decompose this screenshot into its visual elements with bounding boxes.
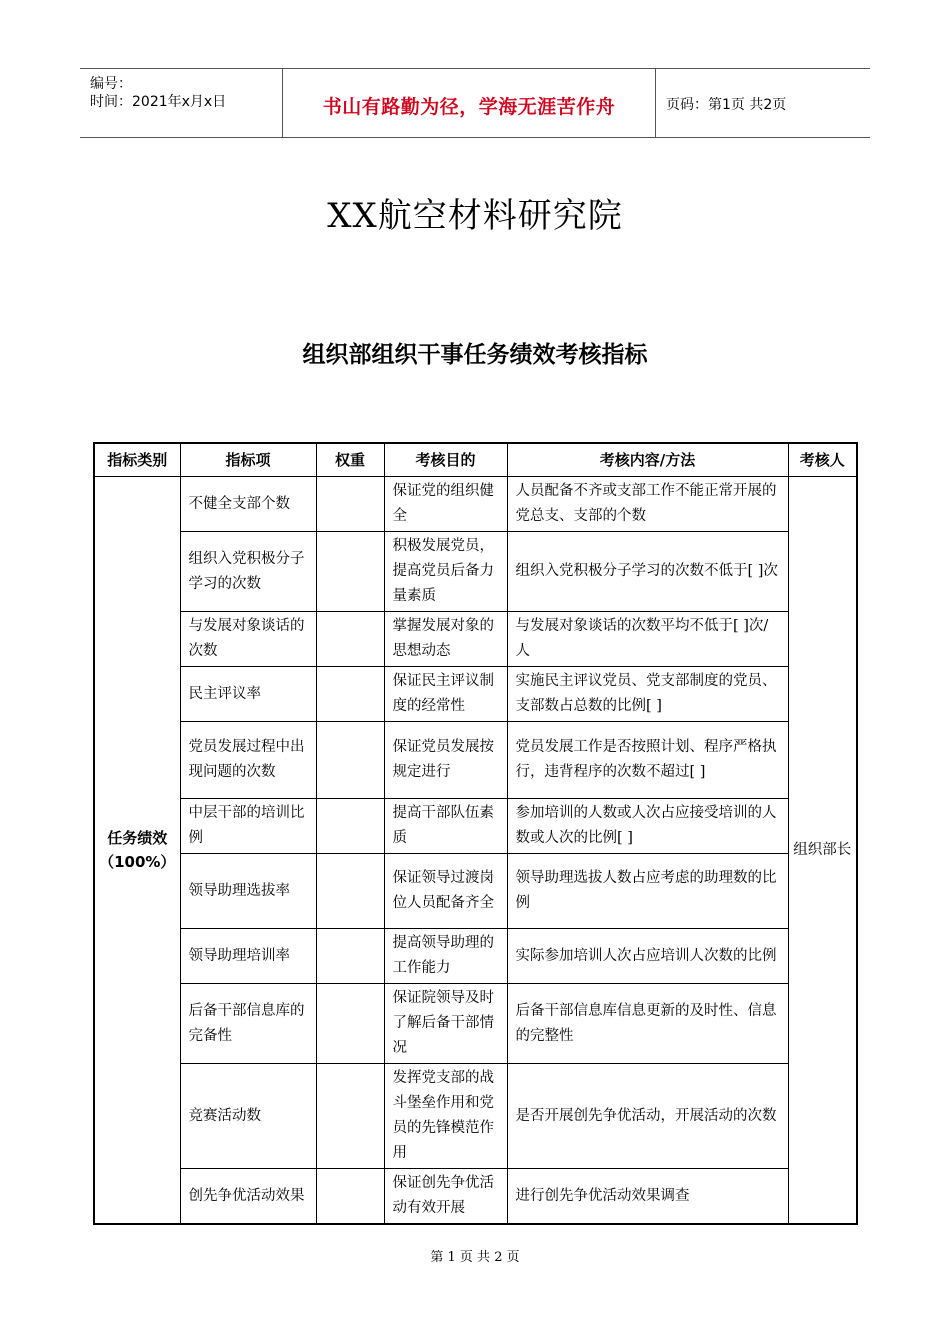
weight-cell [316, 984, 384, 1064]
weight-cell [316, 667, 384, 722]
weight-cell [316, 854, 384, 929]
indicator-item: 竞赛活动数 [180, 1064, 316, 1169]
document-date-label: 时间：2021年x月x日 [90, 94, 227, 110]
purpose-cell: 积极发展党员，提高党员后备力量素质 [384, 532, 507, 612]
kpi-table [93, 442, 858, 1225]
purpose-cell: 保证党员发展按规定进行 [384, 722, 507, 799]
table-row [94, 1169, 857, 1225]
purpose-cell: 提高干部队伍素质 [384, 799, 507, 854]
purpose-cell: 保证民主评议制度的经常性 [384, 667, 507, 722]
column-header: 权重 [316, 443, 384, 477]
table-row [94, 532, 857, 612]
purpose-cell: 提高领导助理的工作能力 [384, 929, 507, 984]
indicator-item: 创先争优活动效果 [180, 1169, 316, 1225]
weight-cell [316, 532, 384, 612]
document-title: 组织部组织干事任务绩效考核指标 [302, 342, 648, 368]
purpose-cell: 掌握发展对象的思想动态 [384, 612, 507, 667]
indicator-item: 不健全支部个数 [180, 477, 316, 532]
category-cell [94, 477, 180, 1225]
organization-name: XX航空材料研究院 [327, 196, 623, 236]
weight-cell [316, 1064, 384, 1169]
purpose-cell: 保证院领导及时了解后备干部情况 [384, 984, 507, 1064]
table-row [94, 477, 857, 532]
purpose-cell: 保证党的组织健全 [384, 477, 507, 532]
header-motto: 书山有路勤为径，学海无涯苦作舟 [322, 96, 616, 118]
column-header: 考核人 [788, 443, 857, 477]
header-meta [80, 69, 282, 137]
weight-cell [316, 612, 384, 667]
column-header: 指标类别 [94, 443, 180, 477]
indicator-item: 领导助理培训率 [180, 929, 316, 984]
method-cell: 进行创先争优活动效果调查 [507, 1169, 788, 1225]
table-row [94, 799, 857, 854]
table-row [94, 1064, 857, 1169]
header-page-number: 页码：第1页 共2页 [666, 97, 787, 113]
weight-cell [316, 477, 384, 532]
weight-cell [316, 929, 384, 984]
document-number-label: 编号： [90, 76, 132, 92]
purpose-cell: 发挥党支部的战斗堡垒作用和党员的先锋模范作用 [384, 1064, 507, 1169]
method-cell: 组织入党积极分子学习的次数不低于[ ]次 [507, 532, 788, 612]
purpose-cell: 保证领导过渡岗位人员配备齐全 [384, 854, 507, 929]
indicator-item: 党员发展过程中出现问题的次数 [180, 722, 316, 799]
indicator-item: 组织入党积极分子学习的次数 [180, 532, 316, 612]
table-row [94, 667, 857, 722]
method-cell: 参加培训的人数或人次占应接受培训的人数或人次的比例[ ] [507, 799, 788, 854]
category-weight: （100%） [99, 853, 176, 871]
indicator-item: 中层干部的培训比例 [180, 799, 316, 854]
method-cell: 人员配备不齐或支部工作不能正常开展的党总支、支部的个数 [507, 477, 788, 532]
table-row [94, 612, 857, 667]
purpose-cell: 保证创先争优活动有效开展 [384, 1169, 507, 1225]
indicator-item: 领导助理选拔率 [180, 854, 316, 929]
method-cell: 是否开展创先争优活动，开展活动的次数 [507, 1064, 788, 1169]
table-row [94, 854, 857, 929]
weight-cell [316, 799, 384, 854]
category-name: 任务绩效 [107, 829, 168, 847]
assessor-cell: 组织部长 [788, 477, 857, 1225]
method-cell: 领导助理选拔人数占应考虑的助理数的比例 [507, 854, 788, 929]
indicator-item: 后备干部信息库的完备性 [180, 984, 316, 1064]
method-cell: 党员发展工作是否按照计划、程序严格执行，违背程序的次数不超过[ ] [507, 722, 788, 799]
page-header [80, 68, 870, 138]
indicator-item: 与发展对象谈话的次数 [180, 612, 316, 667]
method-cell: 与发展对象谈话的次数平均不低于[ ]次/人 [507, 612, 788, 667]
column-header: 考核内容/方法 [507, 443, 788, 477]
column-header: 指标项 [180, 443, 316, 477]
page-footer: 第 1 页 共 2 页 [430, 1250, 520, 1265]
header-page-cell [656, 69, 870, 137]
weight-cell [316, 1169, 384, 1225]
method-cell: 实际参加培训人次占应培训人次数的比例 [507, 929, 788, 984]
table-row [94, 722, 857, 799]
column-header: 考核目的 [384, 443, 507, 477]
table-row [94, 929, 857, 984]
indicator-item: 民主评议率 [180, 667, 316, 722]
method-cell: 后备干部信息库信息更新的及时性、信息的完整性 [507, 984, 788, 1064]
header-motto-cell [282, 69, 656, 137]
method-cell: 实施民主评议党员、党支部制度的党员、支部数占总数的比例[ ] [507, 667, 788, 722]
table-row [94, 984, 857, 1064]
table-header-row [94, 443, 857, 477]
weight-cell [316, 722, 384, 799]
